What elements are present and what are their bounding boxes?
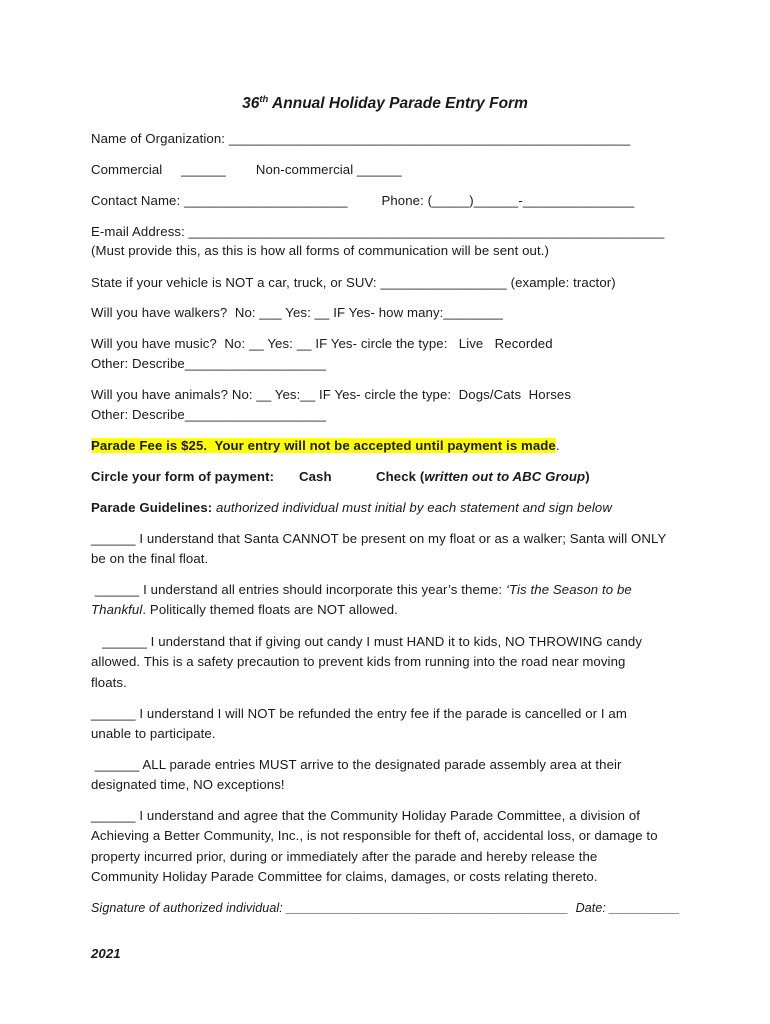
check-payee: written out to ABC Group — [424, 469, 586, 484]
music-field[interactable]: Will you have music? No: __ Yes: __ IF Yes- circle the type: Live Recorded — [91, 336, 553, 351]
theme-name-part-1: ‘Tis the Season to be — [505, 582, 632, 597]
guideline-santa-line-1[interactable]: ______ I understand that Santa CANNOT be present on my float or as a walker; Santa will ONLY — [91, 531, 667, 546]
guideline-theme-line-1[interactable] — [91, 580, 632, 601]
email-note: (Must provide this, as this is how all forms of communication will be sent out.) — [91, 243, 550, 258]
guideline-liability-line-1[interactable]: ______ I understand and agree that the Community Holiday Parade Committee, a division of — [91, 808, 641, 823]
guideline-candy-line-3: floats. — [91, 675, 127, 690]
animals-field[interactable]: Will you have animals? No: __ Yes:__ IF Yes- circle the type: Dogs/Cats Horses — [91, 387, 572, 402]
guideline-candy-line-2: allowed. This is a safety precaution to prevent kids from running into the road near moving — [91, 654, 626, 669]
guideline-santa-line-2: be on the final float. — [91, 551, 209, 566]
title-text: Annual Holiday Parade Entry Form — [268, 95, 528, 112]
guideline-arrival-line-2: designated time, NO exceptions! — [91, 777, 285, 792]
commercial-field[interactable]: Commercial ______ Non-commercial ______ — [91, 162, 402, 177]
check-prefix: Check ( — [376, 469, 425, 484]
music-other-field[interactable]: Other: Describe___________________ — [91, 356, 327, 371]
vehicle-field[interactable]: State if your vehicle is NOT a car, truck, or SUV: _________________ (example: tractor) — [91, 275, 616, 290]
theme-politics-note: . Politically themed floats are NOT allowed. — [142, 602, 398, 617]
fee-period: . — [555, 438, 560, 453]
signature-date-line[interactable]: Signature of authorized individual: ________________________________________ Date: __________ — [91, 901, 681, 915]
guideline-refund-line-1[interactable]: ______ I understand I will NOT be refunded the entry fee if the parade is cancelled or I am — [91, 706, 627, 721]
guidelines-instruction: authorized individual must initial by each statement and sign below — [212, 500, 612, 515]
guideline-arrival-line-1[interactable]: ______ ALL parade entries MUST arrive to the designated parade assembly area at their — [91, 757, 622, 772]
payment-row — [91, 467, 590, 488]
org-name-field[interactable]: Name of Organization: ______________________________________________________ — [91, 131, 631, 146]
payment-label: Circle your form of payment: — [91, 469, 275, 484]
fee-notice — [91, 436, 560, 457]
theme-statement: ______ I understand all entries should incorporate this year’s theme: — [91, 582, 506, 597]
guideline-liability-line-4: Community Holiday Parade Committee for claims, damages, or costs relating thereto. — [91, 869, 598, 884]
guidelines-header — [91, 498, 612, 519]
check-suffix: ) — [585, 469, 590, 484]
title-ordinal-suffix: th — [259, 94, 269, 105]
guideline-candy-line-1[interactable]: ______ I understand that if giving out candy I must HAND it to kids, NO THROWING candy — [91, 634, 643, 649]
guideline-liability-line-3: property incurred prior, during or immediately after the parade and hereby release the — [91, 849, 598, 864]
email-field[interactable]: E-mail Address: ________________________________________________________________ — [91, 224, 665, 239]
contact-field[interactable]: Contact Name: ______________________ Phone: (_____)______-_______________ — [91, 193, 635, 208]
guideline-refund-line-2: unable to participate. — [91, 726, 216, 741]
form-year: 2021 — [91, 946, 121, 961]
guideline-liability-line-2: Achieving a Better Community, Inc., is not responsible for theft of, accidental loss, or damage to — [91, 828, 658, 843]
payment-check-option[interactable] — [376, 467, 590, 488]
walkers-field[interactable]: Will you have walkers? No: ___ Yes: __ IF Yes- how many:________ — [91, 305, 503, 320]
guidelines-label: Parade Guidelines: — [91, 500, 213, 515]
payment-cash-option[interactable]: Cash — [299, 469, 332, 484]
title-number: 36 — [242, 95, 260, 112]
form-title — [0, 95, 770, 113]
fee-highlight: Parade Fee is $25. Your entry will not be accepted until payment is made — [91, 438, 556, 453]
guideline-theme-line-2 — [91, 600, 398, 621]
animals-other-field[interactable]: Other: Describe___________________ — [91, 407, 327, 422]
theme-name-part-2: Thankful — [91, 602, 143, 617]
